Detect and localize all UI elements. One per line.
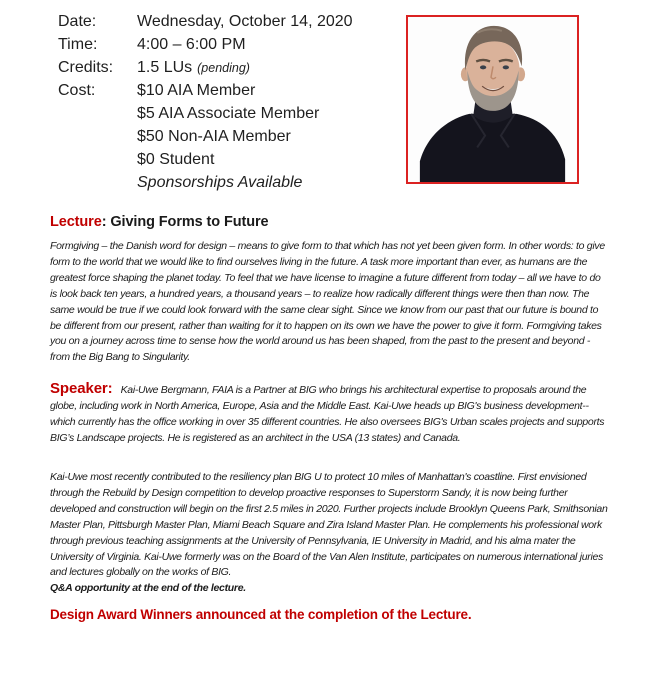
award-announcement-line: Design Award Winners announced at the completion of the Lecture. <box>50 607 472 622</box>
info-label: Credits: <box>58 59 114 76</box>
credits-value: 1.5 LUs <box>137 59 193 76</box>
info-value: $5 AIA Associate Member <box>137 105 320 122</box>
info-row-cost-associate <box>58 102 398 125</box>
info-label <box>58 148 137 171</box>
lecture-section-heading <box>50 214 610 230</box>
info-value: $0 Student <box>137 151 215 168</box>
speaker-bio-paragraph-2: Kai-Uwe most recently contributed to the resiliency plan BIG U to protect 10 miles of Manhattan's coastline. First envisioned through the Rebuild by Design competition to develop proactive responses to Superstorm Sandy, it is now being further developed and construction will begin on the first 2.5 miles in 2020. Further projects include Brooklyn Queens Park, Smithsonian Master Plan, Pittsburgh Master Plan, Miami Beach Square and Zira Island Master Plan. He complements his professional work through previous teaching assignments at the University of Pennsylvania, IE University in Madrid, and his alma mater the University of Virginia. Kai-Uwe formerly was on the Board of the Van Alen Institute, participates on numerous international juries and lectures globally on the works of BIG. <box>50 471 608 579</box>
info-value <box>137 56 398 79</box>
speaker-bio-paragraph-1 <box>50 381 610 447</box>
lecture-heading-separator: : <box>101 214 111 230</box>
info-row-cost-nonmember <box>58 125 398 148</box>
lecture-title: Giving Forms to Future <box>110 214 269 230</box>
info-row-cost-student <box>58 148 398 171</box>
speaker-photo-frame <box>406 15 579 184</box>
info-value: $10 AIA Member <box>137 82 256 99</box>
lecture-description-paragraph: Formgiving – the Danish word for design – means to give form to that which has not yet been given form. In other words: to give form to the world that we would like to find ourselves living in the future. A task more important than ever, as humans are the greatest force shaping the planet today. To feel that we have license to imagine a future different from today – all we have to do is look back ten years, a hundred years, a thousand years – to realize how radically different things were then than now. The same would be true if we could look forward with the same clear sight. Since we know from our past that our future is bound to be different from our present, rather than waiting for it to happen on its own we have the power to give it form. Formgiving takes you on a journey across time to sense how the world around us has been shaped, from the past to the present and beyond - from the Big Bang to Singularity. <box>50 240 605 364</box>
speaker-bio-text-1: Kai-Uwe Bergmann, FAIA is a Partner at BIG who brings his architectural expertise to proposals around the globe, including work in North America, Europe, Asia and the Middle East. Kai-Uwe heads up BIG's business development--which currently has the office working in over 35 different countries. He also oversees BIG's Urban scales projects and supports BIG’s Landscape projects. He is registered as an architect in the USA (13 states) and Canada. <box>50 384 605 444</box>
lecture-heading-label: Lecture <box>50 214 102 230</box>
info-value: 4:00 – 6:00 PM <box>137 36 246 53</box>
info-label: Cost: <box>58 82 96 99</box>
info-label <box>58 102 137 125</box>
info-value: Sponsorships Available <box>137 174 303 191</box>
info-row-cost <box>58 79 398 102</box>
info-label <box>58 171 137 194</box>
qa-note-line: Q&A opportunity at the end of the lecture. <box>50 582 246 595</box>
speaker-heading-label: Speaker: <box>50 380 113 397</box>
pending-note: (pending) <box>197 61 250 75</box>
speaker-bio-block-2 <box>50 470 610 597</box>
speaker-portrait-image <box>408 17 577 182</box>
info-row-time <box>58 33 398 56</box>
info-value: Wednesday, October 14, 2020 <box>137 13 353 30</box>
info-label <box>58 125 137 148</box>
event-info-table <box>58 10 398 194</box>
info-row-date <box>58 10 398 33</box>
info-label: Date: <box>58 13 97 30</box>
info-value: $50 Non-AIA Member <box>137 128 291 145</box>
info-row-sponsorships <box>58 171 398 194</box>
info-row-credits <box>58 56 398 79</box>
info-label: Time: <box>58 36 98 53</box>
